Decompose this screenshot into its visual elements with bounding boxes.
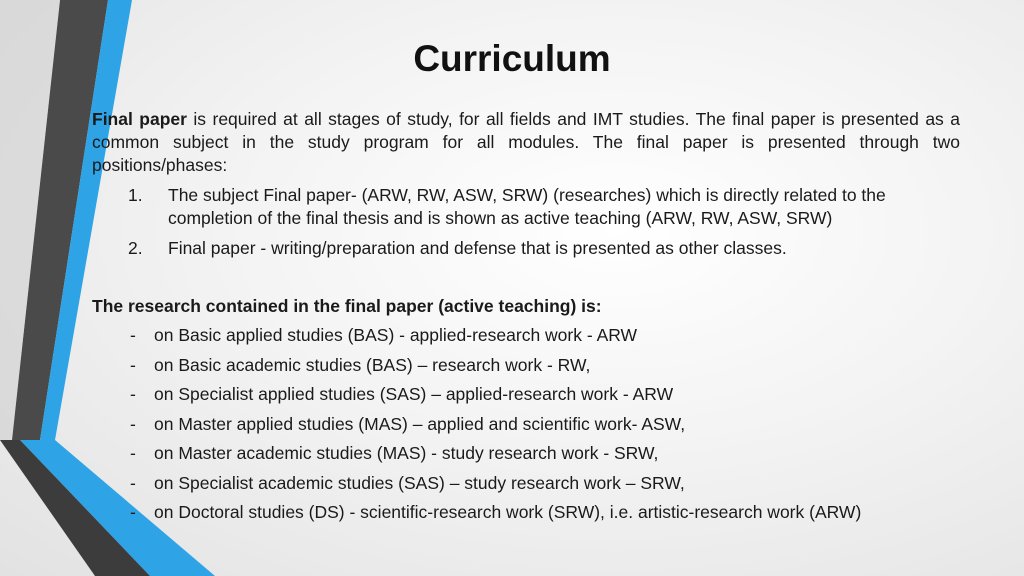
research-item-text: on Master applied studies (MAS) – applied and scientific work- ASW, <box>154 413 686 434</box>
research-item-text: on Specialist academic studies (SAS) – study research work – SRW, <box>154 472 685 493</box>
research-item <box>92 501 992 531</box>
phase-number: 2. <box>128 238 143 258</box>
intro-text: is required at all stages of study, for all fields and IMT studies. The final paper is presented as a common subject in the study program for all modules. The final paper is presented through two positions/phases: <box>92 109 960 175</box>
dash-bullet: - <box>130 413 136 434</box>
phase-text: The subject Final paper- (ARW, RW, ASW, SRW) (researches) which is directly related to the completion of the final thesis and is shown as active teaching (ARW, RW, ASW, SRW) <box>168 185 886 228</box>
dash-bullet: - <box>130 502 136 522</box>
intro-bold-term: Final paper <box>92 109 187 129</box>
research-item-text: on Master academic studies (MAS) - study research work - SRW, <box>154 443 659 463</box>
research-list <box>92 324 992 531</box>
research-item <box>92 413 992 443</box>
research-item <box>92 324 992 354</box>
phase-number: 1. <box>128 185 143 205</box>
research-item <box>92 383 992 413</box>
research-item-text: on Specialist applied studies (SAS) – applied-research work - ARW <box>154 384 674 404</box>
research-item <box>92 442 992 472</box>
research-item-text: on Doctoral studies (DS) - scientific-research work (SRW), i.e. artistic-research work (ARW) <box>154 502 862 522</box>
dash-bullet: - <box>130 472 136 493</box>
research-heading: The research contained in the final paper (active teaching) is: <box>92 296 602 316</box>
phase-item <box>92 237 972 260</box>
phase-item <box>92 184 972 230</box>
research-item <box>92 354 992 384</box>
dash-bullet: - <box>130 354 136 375</box>
slide-title: Curriculum <box>413 38 611 79</box>
intro-paragraph <box>92 108 960 177</box>
dash-bullet: - <box>130 443 136 463</box>
research-item <box>92 472 992 502</box>
phases-list <box>92 184 972 267</box>
research-item-text: on Basic applied studies (BAS) - applied-research work - ARW <box>154 325 638 345</box>
research-item-text: on Basic academic studies (BAS) – research work - RW, <box>154 354 591 375</box>
phase-text: Final paper - writing/preparation and defense that is presented as other classes. <box>168 238 787 258</box>
dash-bullet: - <box>130 325 136 345</box>
dash-bullet: - <box>130 384 136 404</box>
